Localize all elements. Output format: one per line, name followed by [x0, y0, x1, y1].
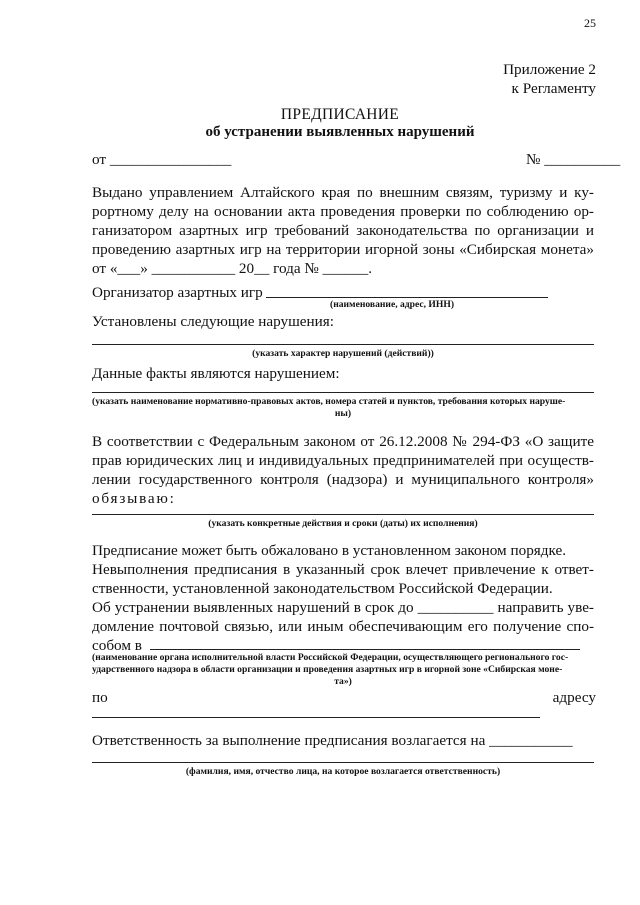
appeal-text: Предписание может быть обжаловано в установленном законом порядке.	[92, 542, 567, 559]
law-line: прав юридических лиц и индивидуальных предпринимателей при осуществ-	[92, 452, 594, 469]
notify-paragraph	[92, 598, 594, 655]
oblige-word: обязываю:	[92, 490, 176, 507]
organizer-underline	[266, 297, 548, 298]
violations-underline	[92, 344, 594, 345]
notify-line: домление почтовой связью, или иным обеспечивающим его получение спо-	[92, 618, 594, 635]
intro-line: Выдано управлением Алтайского края по внешним связям, туризму и ку-	[92, 184, 594, 201]
address-underline	[92, 717, 540, 718]
from-field: от ________________	[92, 151, 232, 168]
organ-caption-line-3: та»)	[334, 676, 352, 687]
facts-caption-line-1: (указать наименование нормативно-правовых актов, номера статей и пунктов, требования которых наруше-	[92, 396, 566, 407]
actions-caption: (указать конкретные действия и сроки (даты) их исполнения)	[208, 518, 478, 529]
actions-underline	[92, 514, 594, 515]
organ-underline	[150, 649, 580, 650]
address-label-right: адресу	[552, 689, 596, 706]
appendix-line-1: Приложение 2	[503, 61, 596, 78]
intro-line: рортному делу на основании акта проведения проверки по соблюдению ор-	[92, 203, 594, 220]
person-caption: (фамилия, имя, отчество лица, на которое возлагается ответственность)	[185, 766, 501, 777]
notify-line: Об устранении выявленных нарушений в срок до __________ направить уве-	[92, 599, 594, 616]
violations-caption: (указать характер нарушений (действий))	[252, 348, 434, 359]
appendix-line-2: к Регламенту	[511, 80, 596, 97]
organ-caption-line-1: (наименование органа исполнительной власти Российской Федерации, осуществляющего регионального гос-	[92, 652, 569, 663]
intro-paragraph	[92, 183, 594, 278]
person-underline	[92, 762, 594, 763]
intro-line: от «___» ___________ 20__ года № ______.	[92, 260, 373, 277]
document-subtitle: об устранении выявленных нарушений	[205, 124, 475, 140]
document-title: ПРЕДПИСАНИЕ	[280, 106, 400, 123]
facts-underline	[92, 392, 594, 393]
page-number: 25	[584, 16, 596, 30]
law-line: В соответствии с Федеральным законом от 26.12.2008 № 294-ФЗ «О защите	[92, 433, 594, 450]
noncompliance-line: Невыполнения предписания в указанный срок влечет привлечение к ответ-	[92, 561, 594, 578]
organizer-label: Организатор азартных игр	[92, 284, 263, 301]
address-label-left: по	[92, 689, 108, 706]
noncompliance-line: ственности, установленной законодательством Российской Федерации.	[92, 580, 553, 597]
facts-caption-line-2: ны)	[334, 408, 352, 419]
facts-label: Данные факты являются нарушением:	[92, 365, 340, 382]
intro-line: ганизатором азартных игр требований законодательства по организации и	[92, 222, 594, 239]
notify-line: собом в	[92, 637, 142, 654]
number-field: № __________	[526, 151, 621, 168]
intro-line: проведению азартных игр на территории игорной зоны «Сибирская монета»	[92, 241, 594, 258]
violations-label: Установлены следующие нарушения:	[92, 313, 335, 330]
responsibility-text: Ответственность за выполнение предписания возлагается на ___________	[92, 732, 573, 749]
organizer-caption: (наименование, адрес, ИНН)	[330, 299, 455, 310]
law-paragraph	[92, 432, 594, 508]
noncompliance-paragraph	[92, 560, 594, 598]
organ-caption-line-2: ударственного надзора в области организации и проведения азартных игр в игорной зоне «Сибирская моне-	[92, 664, 563, 675]
law-line: лении государственного контроля (надзора) и муниципального контроля»	[92, 471, 594, 488]
